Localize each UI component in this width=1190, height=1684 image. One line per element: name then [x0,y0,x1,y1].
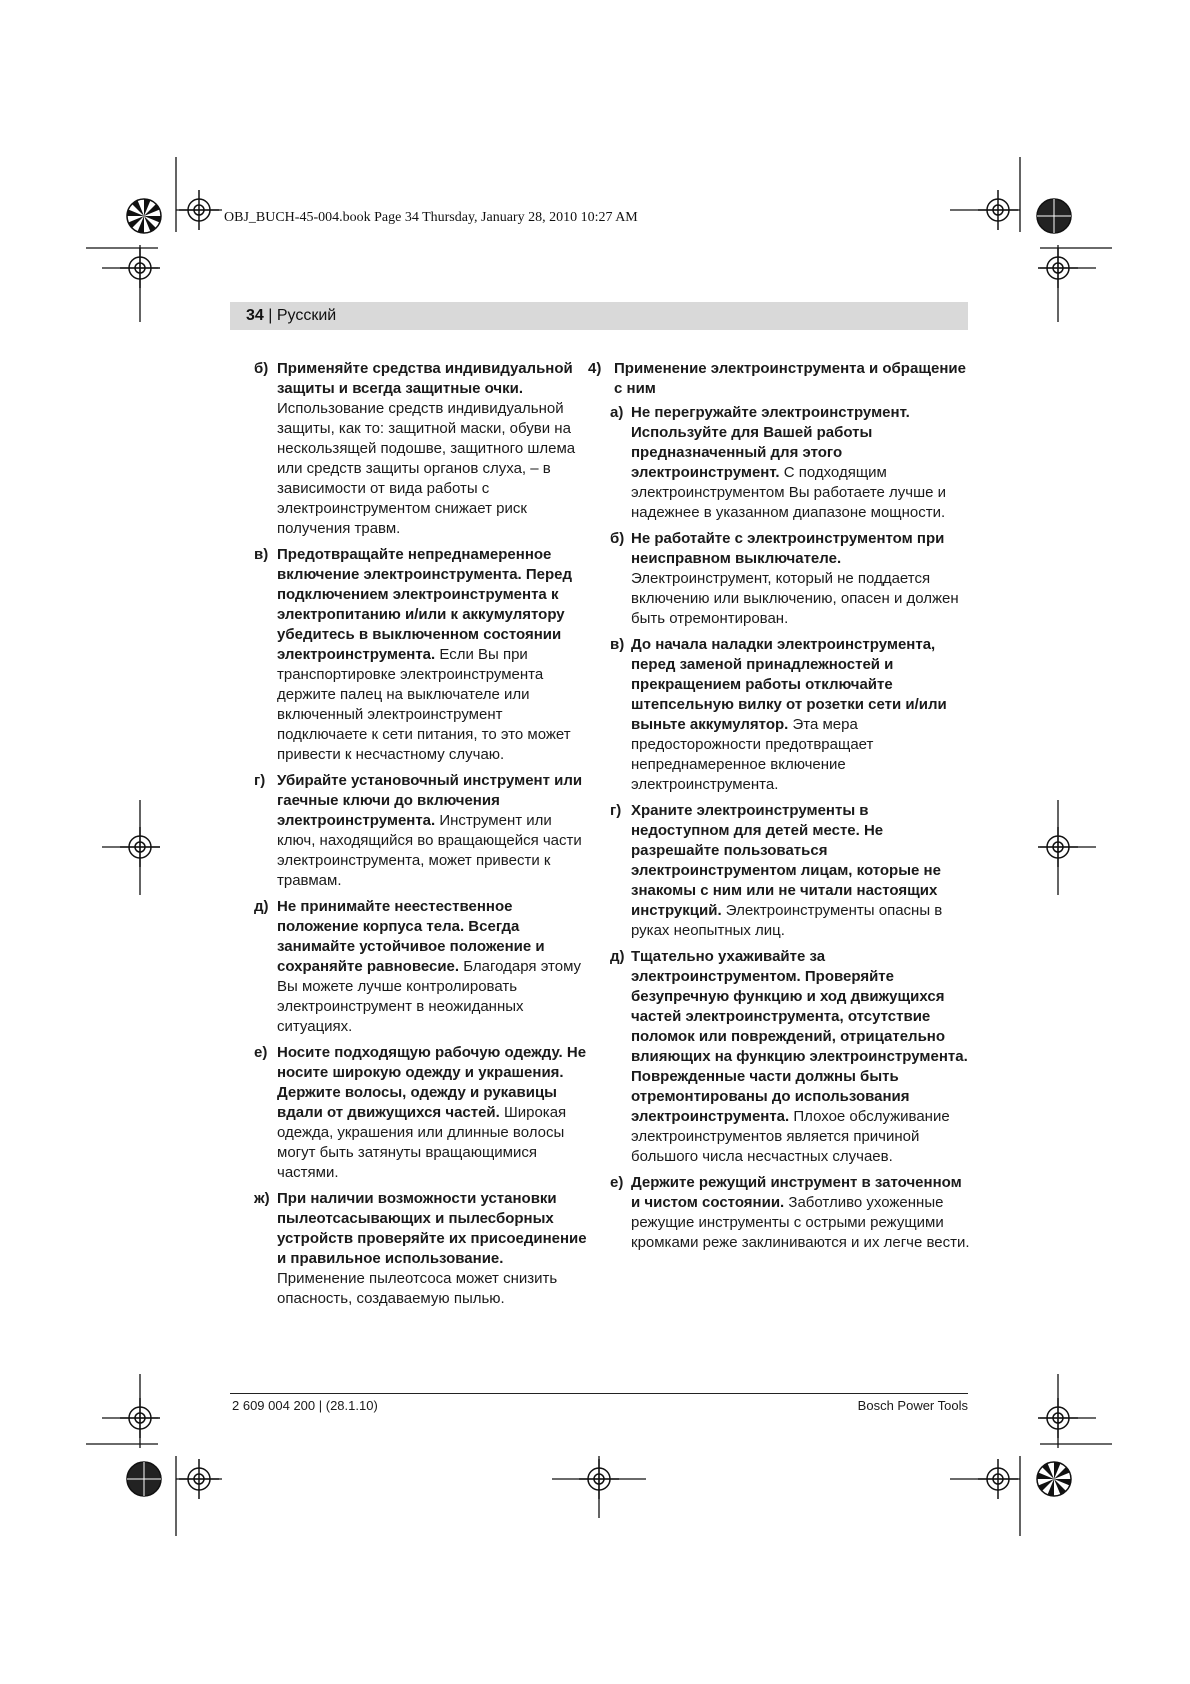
item-text: С подходящим электроинструментом Вы работаете лучше и надежнее в указанном диапазоне мощности. [631,464,947,521]
item-text: Инструмент или ключ, находящийся во вращающейся части электроинструмента, может привести к травмам. [277,812,582,889]
item-bold-text: Держите режущий инструмент в заточенном и чистом состоянии. [631,1174,962,1211]
item-marker: е) [254,1044,268,1061]
section-title: Применение электроинструмента и обращение с ним [614,360,966,397]
footer-rule [230,1393,968,1394]
safety-item [610,947,970,1167]
printer-slug-line: OBJ_BUCH-45-004.book Page 34 Thursday, January 28, 2010 10:27 AM [224,210,638,225]
item-text: Заботливо ухоженные режущие инструменты с острыми режущими кромками реже заклиниваются и их легче вести. [631,1194,970,1251]
item-bold-text: Носите подходящую рабочую одежду. Не носите широкую одежду и украшения. Держите волосы, одежду и рукавицы вдали от движущихся частей. [277,1044,587,1121]
item-marker: б) [610,530,625,547]
item-text: Благодаря этому Вы можете лучше контролировать электроинструмент в неожиданных ситуациях. [277,958,582,1035]
safety-item [610,635,970,795]
section-marker: 4) [588,360,602,377]
item-marker: д) [610,948,625,965]
safety-item [610,403,970,523]
item-bold-text: Применяйте средства индивидуальной защиты и всегда защитные очки. [277,360,573,397]
item-marker: е) [610,1174,624,1191]
safety-item [610,801,970,941]
item-text: Применение пылеотсоса может снизить опасность, создаваемую пылью. [277,1270,558,1307]
safety-item [254,1189,588,1309]
item-marker: д) [254,898,269,915]
section-heading [588,359,970,399]
item-bold-text: Убирайте установочный инструмент или гаечные ключи до включения электроинструмента. [277,772,583,829]
item-marker: г) [254,772,266,789]
item-bold-text: Предотвращайте непреднамеренное включение электроинструмента. Перед подключением электроинструмента к электропитанию и/или к аккумулятору убедитесь в выключенном состоянии электроинструмента. [277,546,573,663]
item-marker: б) [254,360,269,377]
item-text: Электроинструменты опасны в руках неопытных лиц. [631,902,943,939]
item-text: Использование средств индивидуальной защиты, как то: защитной маски, обуви на нескользящей подошве, защитного шлема или средств защиты органов слуха, – в зависимости от вида работы с электроинструментом снижает риск получения травм. [277,400,576,537]
item-text: Если Вы при транспортировке электроинструмента держите палец на выключателе или включенный электроинструмент подключаете к сети питания, то это может привести к несчастному случаю. [277,646,571,763]
item-bold-text: При наличии возможности установки пылеотсасывающих и пылесборных устройств проверяйте их присоединение и правильное использование. [277,1190,587,1267]
safety-item [254,897,588,1037]
page-header [230,302,968,330]
left-column [254,359,588,1315]
item-bold-text: Не перегружайте электроинструмент. Используйте для Вашей работы предназначенный для этого электроинструмент. [631,404,910,481]
language-label: Русский [276,307,337,324]
safety-item [254,771,588,891]
item-text: Электроинструмент, который не поддается включению или выключению, опасен и должен быть отремонтирован. [631,570,959,627]
item-text: Эта мера предосторожности предотвращает непреднамеренное включение электроинструмента. [631,716,874,793]
item-marker: в) [254,546,269,563]
footer-brand: Bosch Power Tools [857,1398,968,1413]
footer-doc-number: 2 609 004 200 | (28.1.10) [232,1398,378,1413]
item-text: Плохое обслуживание электроинструментов является причиной большого числа несчастных случаев. [631,1108,950,1165]
item-marker: г) [610,802,622,819]
item-text: Широкая одежда, украшения или длинные волосы могут быть затянуты вращающимися частями. [277,1104,567,1181]
item-bold-text: Храните электроинструменты в недоступном для детей месте. Не разрешайте пользоваться электроинструментом лицам, которые не знакомы с ним или не читали настоящих инструкций. [631,802,941,919]
item-marker: ж) [254,1190,270,1207]
item-bold-text: Тщательно ухаживайте за электроинструментом. Проверяйте безупречную функцию и ход движущихся частей электроинструмента, отсутствие поломок или повреждений, отрицательно влияющих на функцию электроинструмента. Поврежденные части должны быть отремонтированы до использования электроинструмента. [631,948,968,1125]
item-bold-text: Не работайте с электроинструментом при неисправном выключателе. [631,530,945,567]
safety-item [610,529,970,629]
safety-item [254,359,588,539]
page-number: 34 [246,307,264,324]
item-bold-text: До начала наладки электроинструмента, перед заменой принадлежностей и прекращением работы отключайте штепсельную вилку от розетки сети и/или выньте аккумулятор. [631,636,947,733]
safety-item [254,545,588,765]
item-marker: в) [610,636,625,653]
item-bold-text: Не принимайте неестественное положение корпуса тела. Всегда занимайте устойчивое положение и сохраняйте равновесие. [277,898,545,975]
header-separator: | [263,307,277,324]
right-column [588,359,970,1259]
safety-item [610,1173,970,1253]
safety-item [254,1043,588,1183]
item-marker: а) [610,404,624,421]
